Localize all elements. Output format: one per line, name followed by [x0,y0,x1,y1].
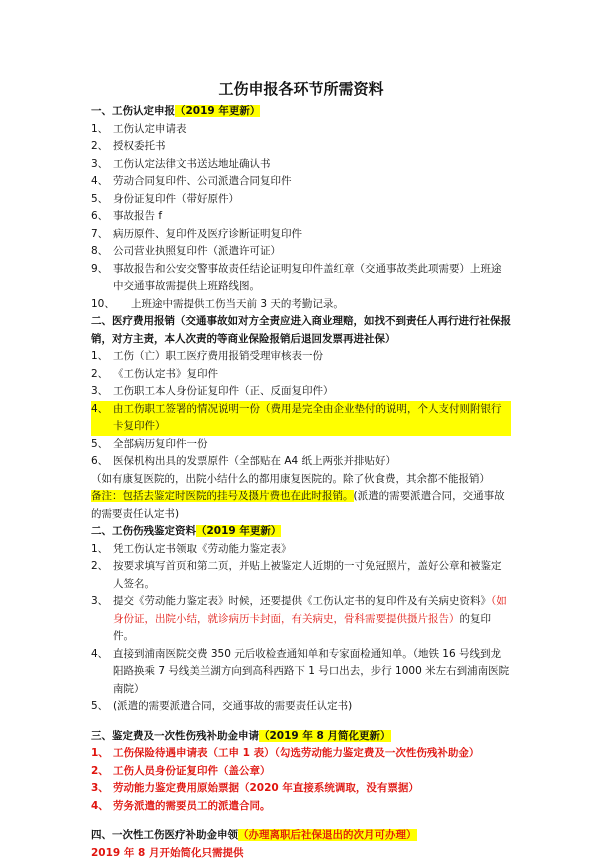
list-item: 2、 按要求填写首页和第二页，并贴上被鉴定人近期的一寸免冠照片，盖好公章和被鉴定人签名。 [91,558,511,593]
section-3-heading [91,523,511,541]
section-2-heading [91,313,511,348]
spacer [91,716,511,728]
list-item: 5、 (派遣的需要派遣合同，交通事故的需要责任认定书) [91,698,511,716]
section-2-paren-note: （如有康复医院的，出院小结什么的都用康复医院的。除了伙食费，其余都不能报销） [91,471,511,489]
list-item: 7、 病历原件、复印件及医疗诊断证明复印件 [91,226,511,244]
section-2-note: （交通事故如对方全责应进入商业理赔，如找不到责任人再行进行社保报销，对方主责，本人次责的等商业保险报销后退回发票再进社保） [91,315,511,345]
list-item: 3、 工伤认定法律文书送达地址确认书 [91,156,511,174]
section-2-title: 二、医疗费用报销 [91,315,175,327]
spacer [91,815,511,827]
section-4-list [91,745,511,815]
list-item: 4、 劳动合同复印件、公司派遣合同复印件 [91,173,511,191]
list-item: 1、 工伤保险待遇申请表（工申 1 表）（勾选劳动能力鉴定费及一次性伤残补助金） [91,745,511,763]
section-3-list [91,541,511,716]
list-item: 5、 身份证复印件（带好原件） [91,191,511,209]
list-item: 9、 事故报告和公安交警事故责任结论证明复印件盖红章（交通事故类此项需要）上班途中交通事故需提供上班路线图。 [91,261,511,296]
document-page [91,78,511,862]
section-1-list [91,121,511,314]
section-2-list [91,348,511,523]
section-1-heading [91,103,511,121]
list-item: 3、 工伤职工本人身份证复印件（正、反面复印件） [91,383,511,401]
list-item: 1、 工伤认定申请表 [91,121,511,139]
section-4-tag: （2019 年 8 月简化更新） [259,730,391,742]
list-item: 6、 事故报告 f [91,208,511,226]
section-5-tag: （办理离职后社保退出的次月可办理） [238,829,417,841]
list-item: 4、 直接到浦南医院交费 350 元后收检查通知单和专家面检通知单。（地铁 16 号线到龙阳路换乘 7 号线美兰湖方向到高科西路下 1 号口出去，步行 1000 米左右到浦南医院南院） [91,646,511,699]
remark-highlight: 备注：包括去鉴定时医院的挂号及摄片费也在此时报销。 [91,490,354,502]
list-item: 2、 《工伤认定书》复印件 [91,366,511,384]
section-4-heading [91,728,511,746]
list-item: 1、 凭工伤认定书领取《劳动能力鉴定表》 [91,541,511,559]
section-1-title: 一、工伤认定申报 [91,105,175,117]
list-item: 8、 公司营业执照复印件（派遣许可证） [91,243,511,261]
list-item: 2、 授权委托书 [91,138,511,156]
document-title: 工伤申报各环节所需资料 [91,78,511,100]
list-item: 3、 劳动能力鉴定费用原始票据（2020 年直接系统调取，没有票据） [91,780,511,798]
list-item: 3、 提交《劳动能力鉴定表》时候，还要提供《工伤认定书的复印件及有关病史资料》（如身份证，出院小结，就诊病历卡封面，有关病史，骨科需要提供摄片报告）的复印件。 [91,593,511,646]
list-item-highlighted: 4、 由工伤职工签署的情况说明一份（费用是完全由企业垫付的说明，个人支付则附银行卡复印件） [91,401,511,436]
list-item: 10、 上班途中需提供工伤当天前 3 天的考勤记录。 [91,296,511,314]
section-1-tag: （2019 年更新） [175,105,260,117]
section-5-note: 2019 年 8 月开始简化只需提供 [91,845,511,862]
section-3-title: 二、工伤伤残鉴定资料 [91,525,196,537]
section-2-remark [91,488,511,523]
section-3-tag: （2019 年更新） [196,525,281,537]
section-5-title: 四、一次性工伤医疗补助金申领 [91,829,238,841]
remark-rest: (派遣的需要派遣合同，交通事故的需要责任认定书) [91,490,505,520]
list-item: 1、 工伤（亡）职工医疗费用报销受理审核表一份 [91,348,511,366]
list-item: 5、 全部病历复印件一份 [91,436,511,454]
section-4-title: 三、鉴定费及一次性伤残补助金申请 [91,730,259,742]
red-note: （如身份证，出院小结，就诊病历卡封面，有关病史，骨科需要提供摄片报告） [113,595,507,625]
list-item: 2、 工伤人员身份证复印件（盖公章） [91,763,511,781]
list-item: 4、 劳务派遣的需要员工的派遣合同。 [91,798,511,816]
list-item: 6、 医保机构出具的发票原件（全部贴在 A4 纸上两张并排贴好） [91,453,511,471]
